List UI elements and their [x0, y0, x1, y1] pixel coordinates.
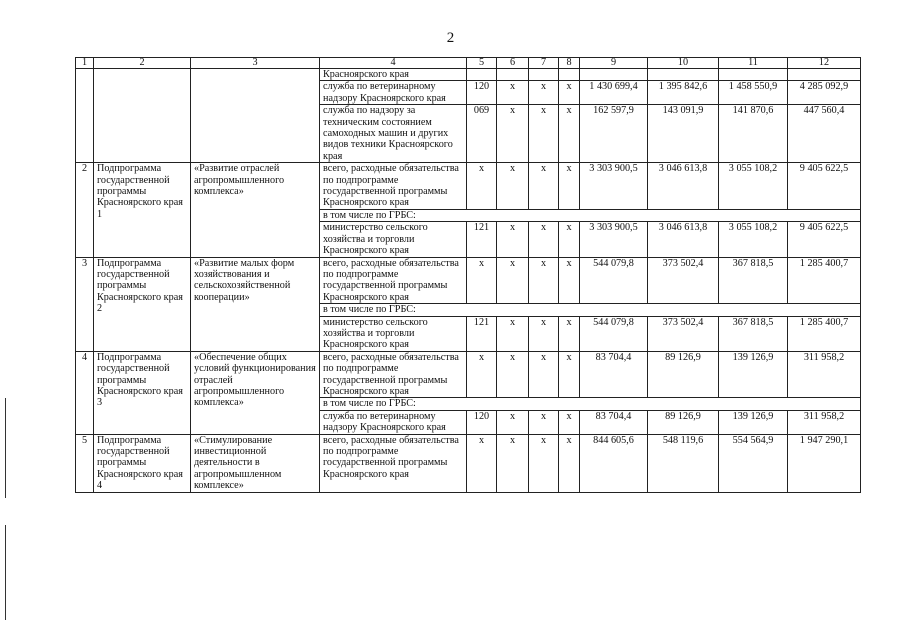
- grbs-code: 069: [467, 105, 497, 163]
- col-7: х: [529, 105, 559, 163]
- subprogram-name: [94, 69, 191, 163]
- subprogram-title: «Стимулирование инвестиционной деятельности в агропромышленном комплексе»: [191, 434, 320, 492]
- grbs-code: х: [467, 434, 497, 492]
- row-description: служба по надзору за техническим состоянием самоходных машин и других видов техники Красноярского края: [320, 105, 467, 163]
- value-col-9: 83 704,4: [580, 351, 648, 398]
- value-col-10: 1 395 842,6: [648, 81, 719, 105]
- value-col-12: 1 947 290,1: [788, 434, 861, 492]
- value-col-9: 83 704,4: [580, 410, 648, 434]
- value-col-11: 139 126,9: [719, 410, 788, 434]
- col-8: х: [559, 257, 580, 304]
- column-header: 7: [529, 58, 559, 69]
- column-header: 12: [788, 58, 861, 69]
- value-col-12: 4 285 092,9: [788, 81, 861, 105]
- value-col-10: 373 502,4: [648, 257, 719, 304]
- value-col-9: 162 597,9: [580, 105, 648, 163]
- value-col-12: 311 958,2: [788, 410, 861, 434]
- subprogram-name: Подпрограмма государственной программы Красноярского края 3: [94, 351, 191, 434]
- value-col-10: 89 126,9: [648, 351, 719, 398]
- value-col-9: [580, 69, 648, 81]
- row-description: Красноярского края: [320, 69, 467, 81]
- col-6: х: [497, 316, 529, 351]
- subprogram-title: «Обеспечение общих условий функционирования отраслей агропромышленного комплекса»: [191, 351, 320, 434]
- value-col-10: 3 046 613,8: [648, 163, 719, 210]
- row-description: в том числе по ГРБС:: [320, 398, 861, 410]
- row-description: министерство сельского хозяйства и торговли Красноярского края: [320, 222, 467, 257]
- column-header: 6: [497, 58, 529, 69]
- value-col-11: 367 818,5: [719, 316, 788, 351]
- value-col-9: 544 079,8: [580, 257, 648, 304]
- value-col-9: 544 079,8: [580, 316, 648, 351]
- row-description: в том числе по ГРБС:: [320, 304, 861, 316]
- col-7: х: [529, 434, 559, 492]
- value-col-9: 844 605,6: [580, 434, 648, 492]
- col-8: х: [559, 81, 580, 105]
- col-6: х: [497, 257, 529, 304]
- grbs-code: 120: [467, 410, 497, 434]
- subprogram-name: Подпрограмма государственной программы Красноярского края 1: [94, 163, 191, 257]
- subprogram-name: Подпрограмма государственной программы Красноярского края 4: [94, 434, 191, 492]
- column-header: 4: [320, 58, 467, 69]
- value-col-12: [788, 69, 861, 81]
- subprogram-title: «Развитие отраслей агропромышленного комплекса»: [191, 163, 320, 257]
- col-7: [529, 69, 559, 81]
- value-col-11: 141 870,6: [719, 105, 788, 163]
- row-description: служба по ветеринарному надзору Красноярского края: [320, 81, 467, 105]
- grbs-code: х: [467, 163, 497, 210]
- row-description: министерство сельского хозяйства и торговли Красноярского края: [320, 316, 467, 351]
- value-col-10: 89 126,9: [648, 410, 719, 434]
- page-number: 2: [446, 30, 455, 46]
- col-6: х: [497, 81, 529, 105]
- value-col-12: 9 405 622,5: [788, 163, 861, 210]
- table-row: [76, 434, 861, 492]
- budget-table: [75, 57, 861, 493]
- subprogram-name: Подпрограмма государственной программы Красноярского края 2: [94, 257, 191, 351]
- subprogram-title: «Развитие малых форм хозяйствования и сельскохозяйственной кооперации»: [191, 257, 320, 351]
- col-7: х: [529, 316, 559, 351]
- value-col-10: 143 091,9: [648, 105, 719, 163]
- col-8: х: [559, 434, 580, 492]
- value-col-10: [648, 69, 719, 81]
- value-col-10: 3 046 613,8: [648, 222, 719, 257]
- col-8: х: [559, 222, 580, 257]
- col-8: х: [559, 410, 580, 434]
- value-col-9: 3 303 900,5: [580, 163, 648, 210]
- col-8: х: [559, 351, 580, 398]
- margin-line-upper: [5, 398, 6, 498]
- col-6: х: [497, 163, 529, 210]
- table-row: [76, 351, 861, 398]
- subprogram-title: [191, 69, 320, 163]
- value-col-11: [719, 69, 788, 81]
- value-col-12: 1 285 400,7: [788, 257, 861, 304]
- value-col-9: 1 430 699,4: [580, 81, 648, 105]
- col-7: х: [529, 81, 559, 105]
- row-description: служба по ветеринарному надзору Красноярского края: [320, 410, 467, 434]
- col-6: [497, 69, 529, 81]
- value-col-10: 548 119,6: [648, 434, 719, 492]
- column-header: 8: [559, 58, 580, 69]
- grbs-code: х: [467, 257, 497, 304]
- column-header: 5: [467, 58, 497, 69]
- value-col-11: 3 055 108,2: [719, 222, 788, 257]
- table-row: [76, 69, 861, 81]
- col-6: х: [497, 222, 529, 257]
- value-col-12: 1 285 400,7: [788, 316, 861, 351]
- grbs-code: 120: [467, 81, 497, 105]
- row-number: [76, 69, 94, 163]
- col-7: х: [529, 163, 559, 210]
- col-7: х: [529, 257, 559, 304]
- row-description: в том числе по ГРБС:: [320, 209, 861, 221]
- row-description: всего, расходные обязательства по подпрограмме государственной программы Красноярского края: [320, 434, 467, 492]
- col-8: х: [559, 105, 580, 163]
- col-6: х: [497, 105, 529, 163]
- col-7: х: [529, 351, 559, 398]
- col-8: х: [559, 163, 580, 210]
- value-col-11: 1 458 550,9: [719, 81, 788, 105]
- grbs-code: [467, 69, 497, 81]
- table-row: [76, 163, 861, 210]
- row-description: всего, расходные обязательства по подпрограмме государственной программы Красноярского края: [320, 163, 467, 210]
- row-description: всего, расходные обязательства по подпрограмме государственной программы Красноярского края: [320, 257, 467, 304]
- column-header: 11: [719, 58, 788, 69]
- value-col-9: 3 303 900,5: [580, 222, 648, 257]
- col-8: [559, 69, 580, 81]
- row-number: 4: [76, 351, 94, 434]
- value-col-11: 367 818,5: [719, 257, 788, 304]
- row-description: всего, расходные обязательства по подпрограмме государственной программы Красноярского края: [320, 351, 467, 398]
- column-header: 2: [94, 58, 191, 69]
- column-header: 10: [648, 58, 719, 69]
- column-header: 1: [76, 58, 94, 69]
- value-col-11: 3 055 108,2: [719, 163, 788, 210]
- grbs-code: х: [467, 351, 497, 398]
- grbs-code: 121: [467, 316, 497, 351]
- grbs-code: 121: [467, 222, 497, 257]
- col-6: х: [497, 434, 529, 492]
- value-col-10: 373 502,4: [648, 316, 719, 351]
- table-row: [76, 257, 861, 304]
- value-col-12: 9 405 622,5: [788, 222, 861, 257]
- col-8: х: [559, 316, 580, 351]
- header-row: [76, 58, 861, 69]
- col-6: х: [497, 351, 529, 398]
- value-col-11: 139 126,9: [719, 351, 788, 398]
- margin-line-lower: [5, 525, 6, 620]
- column-header: 9: [580, 58, 648, 69]
- value-col-11: 554 564,9: [719, 434, 788, 492]
- col-6: х: [497, 410, 529, 434]
- row-number: 2: [76, 163, 94, 257]
- col-7: х: [529, 222, 559, 257]
- row-number: 5: [76, 434, 94, 492]
- value-col-12: 311 958,2: [788, 351, 861, 398]
- value-col-12: 447 560,4: [788, 105, 861, 163]
- row-number: 3: [76, 257, 94, 351]
- column-header: 3: [191, 58, 320, 69]
- col-7: х: [529, 410, 559, 434]
